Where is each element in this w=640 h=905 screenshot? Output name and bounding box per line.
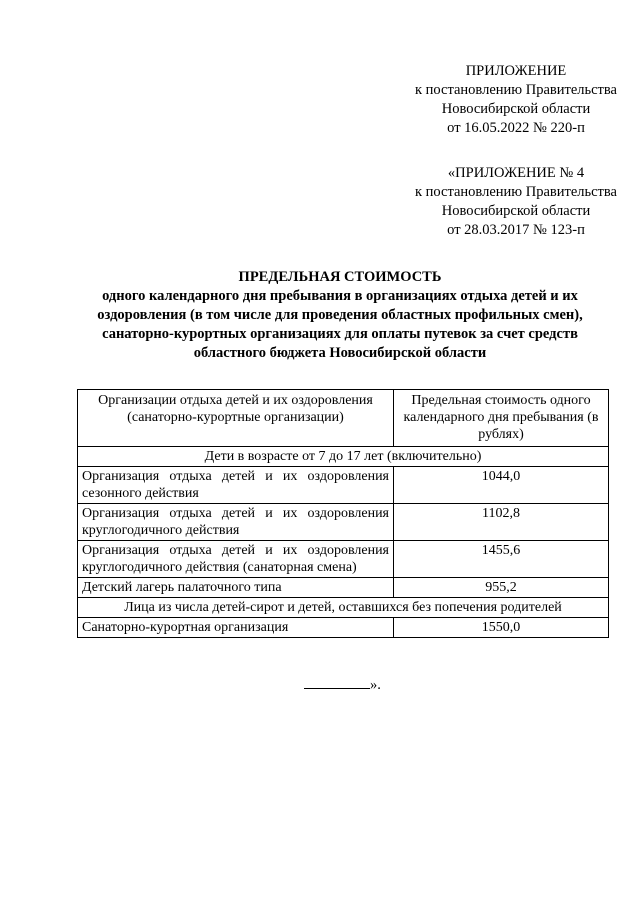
title-line: ПРЕДЕЛЬНАЯ СТОИМОСТЬ (238, 269, 442, 285)
title-line: одного календарного дня пребывания в организациях отдыха детей и их (102, 288, 578, 304)
price-cell: 1455,6 (394, 541, 609, 578)
organization-cell: Детский лагерь палаточного типа (78, 578, 394, 598)
title-line: санаторно-курортных организациях для оплаты путевок за счет средств (102, 326, 578, 342)
appendix-header-amended (386, 164, 640, 240)
section-orphans: Лица из числа детей-сирот и детей, оставшихся без попечения родителей (78, 598, 609, 618)
organization-cell: Организация отдыха детей и их оздоровления круглогодичного действия (78, 504, 394, 541)
closing-quote: ». (370, 677, 381, 693)
header-organization: Организации отдыха детей и их оздоровления (санаторно-курортные организации) (78, 390, 394, 447)
organization-cell: Организация отдыха детей и их оздоровления сезонного действия (78, 467, 394, 504)
header-max-cost: Предельная стоимость одного календарного дня пребывания (в рублях) (394, 390, 609, 447)
appendix-date-number: от 16.05.2022 № 220-п (447, 120, 585, 136)
title-line: областного бюджета Новосибирской области (193, 345, 487, 361)
title-line: оздоровления (в том числе для проведения областных профильных смен), (97, 307, 583, 323)
table-row (78, 467, 609, 504)
appendix-date-number: от 28.03.2017 № 123-п (447, 222, 585, 238)
price-cell: 955,2 (394, 578, 609, 598)
organization-cell: Организация отдыха детей и их оздоровления круглогодичного действия (санаторная смена) (78, 541, 394, 578)
appendix-resolution-line: к постановлению Правительства (415, 184, 617, 200)
appendix-region-line: Новосибирской области (441, 203, 591, 219)
section-row (78, 598, 609, 618)
appendix-title: «ПРИЛОЖЕНИЕ № 4 (447, 165, 585, 181)
closing-underline (304, 674, 370, 689)
table-row (78, 504, 609, 541)
organization-cell: Санаторно-курортная организация (78, 618, 394, 638)
table-row (78, 578, 609, 598)
cost-table (77, 389, 609, 638)
document-title (40, 268, 640, 363)
table-header-row (78, 390, 609, 447)
section-children-7-17: Дети в возрасте от 7 до 17 лет (включительно) (78, 447, 609, 467)
appendix-resolution-line: к постановлению Правительства (415, 82, 617, 98)
appendix-region-line: Новосибирской области (441, 101, 591, 117)
table-row (78, 618, 609, 638)
table-row (78, 541, 609, 578)
section-row (78, 447, 609, 467)
appendix-header-current (386, 62, 640, 138)
price-cell: 1550,0 (394, 618, 609, 638)
price-cell: 1102,8 (394, 504, 609, 541)
appendix-title: ПРИЛОЖЕНИЕ (465, 63, 567, 79)
closing-mark (304, 674, 381, 694)
price-cell: 1044,0 (394, 467, 609, 504)
